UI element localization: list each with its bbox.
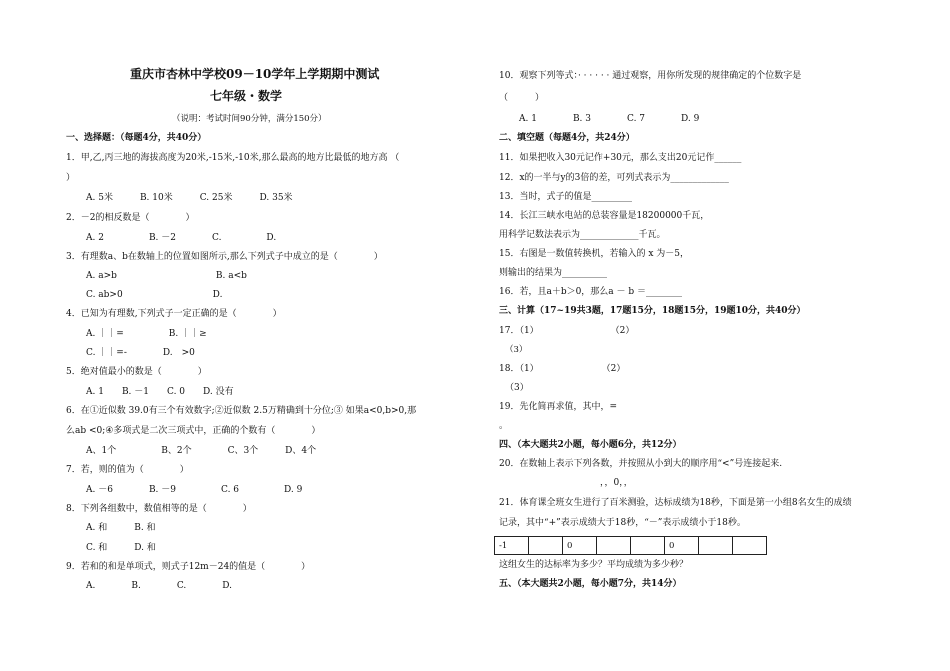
- question: 17．（1） （2）: [499, 326, 635, 336]
- section-heading: 四、（本大题共2小题，每小题6分，共12分）: [499, 440, 682, 450]
- score-table: [494, 536, 767, 555]
- question: 么ab <0;④多项式是二次三项式中，正确的个数有（ ）: [66, 426, 321, 436]
- question-options: A. B. C. D.: [86, 581, 233, 591]
- score-cell: -1: [495, 537, 529, 555]
- question: 记录，其中“+”表示成绩大于18秒，“－”表示成绩小于18秒。: [499, 518, 746, 528]
- question-options: C. ｜｜=- D. >0: [86, 348, 195, 358]
- score-cell: [699, 537, 733, 555]
- section-heading: 五、（本大题共2小题，每小题7分，共14分）: [499, 579, 682, 589]
- question: 9．若和的和是单项式，则式子12m－24的值是（ ）: [66, 562, 311, 572]
- question-options: C. 和 D. 和: [86, 543, 156, 553]
- question: 21．体育课全班女生进行了百米测验，达标成绩为18秒，下面是第一小组8名女生的成绩: [499, 498, 852, 508]
- question: 3．有理数a、b在数轴上的位置如图所示,那么下列式子中成立的是（ ）: [66, 252, 383, 262]
- score-cell: 0: [563, 537, 597, 555]
- question: 16．若，且a＋b＞0，那么a － b ＝________: [499, 287, 683, 297]
- question: 1．甲,乙,丙三地的海拔高度为20米,-15米,-10米,那么最高的地方比最低的地方高 （: [66, 153, 400, 163]
- question: 7．若，则的值为（ ）: [66, 465, 189, 475]
- question-options: A. 1 B. 3 C. 7 D. 9: [519, 114, 700, 124]
- question: 8．下列各组数中，数值相等的是（ ）: [66, 504, 252, 514]
- section-heading: 三、计算（17~19共3题，17题15分，18题15分，19题10分，共40分）: [499, 306, 806, 316]
- question: （ ）: [499, 93, 545, 103]
- question: 20．在数轴上表示下列各数，并按照从小到大的顺序用“<”号连接起来.: [499, 459, 783, 469]
- question-options: A. a>b B. a<b: [86, 271, 247, 281]
- question-options: C. ab>0 D.: [86, 290, 223, 300]
- score-cell: [597, 537, 631, 555]
- question: 则输出的结果为__________: [499, 268, 608, 278]
- question-options: A. 1 B. －1 C. 0 D. 没有: [86, 387, 234, 397]
- question: （3）: [505, 345, 528, 355]
- question: 15．右图是一数值转换机，若输入的 x 为－5，: [499, 249, 689, 259]
- question: 10．观察下列等式：· · · · · · 通过观察，用你所发现的规律确定的个位数字是: [499, 71, 802, 81]
- question-options: A、1个 B、2个 C、3个 D、4个: [86, 446, 317, 456]
- section-heading: 一、选择题：（每题4分，共40分）: [66, 133, 207, 143]
- question: ）: [66, 173, 76, 183]
- question: 19．先化简再求值，其中，=: [499, 402, 617, 412]
- score-cell: [733, 537, 767, 555]
- question: 11．如果把收入30元记作+30元，那么支出20元记作______: [499, 153, 742, 163]
- question: 6．在①近似数 39.0有三个有效数字;②近似数 2.5万精确到十分位;③ 如果a<0,b>0,那: [66, 406, 417, 416]
- score-cell: [529, 537, 563, 555]
- question: 2．－2的相反数是（ ）: [66, 213, 195, 223]
- question: 用科学记数法表示为_____________千瓦。: [499, 230, 666, 240]
- question-options: A. 和 B. 和: [86, 523, 156, 533]
- question-options: A. 5米 B. 10米 C. 25米 D. 35米: [86, 193, 293, 203]
- question: 5．绝对值最小的数是（ ）: [66, 367, 207, 377]
- question: 。: [499, 421, 509, 431]
- page-title: 重庆市杏林中学校09－10学年上学期期中测试: [130, 67, 380, 81]
- question: 12．x的一半与y的3倍的差，可列式表示为_____________: [499, 173, 729, 183]
- question: 13．当时，式子的值是_________: [499, 192, 632, 202]
- question: （3）: [505, 383, 529, 393]
- exam-note: （说明：考试时间90分钟，满分150分）: [172, 114, 327, 124]
- question: 14．长江三峡水电站的总装容量是18200000千瓦，: [499, 211, 710, 221]
- question: 18．（1） （2）: [499, 364, 626, 374]
- question-options: A. 2 B. －2 C. D.: [86, 233, 277, 243]
- question: 这组女生的达标率为多少？平均成绩为多少秒？: [499, 560, 689, 570]
- question: ，，0，，: [600, 478, 633, 488]
- question: 4．已知为有理数,下列式子一定正确的是（ ）: [66, 309, 282, 319]
- score-cell: 0: [665, 537, 699, 555]
- score-cell: [631, 537, 665, 555]
- question-options: A. －6 B. －9 C. 6 D. 9: [86, 485, 303, 495]
- section-heading: 二、填空题（每题4分，共24分）: [499, 133, 635, 143]
- question-options: A. ｜｜= B. ｜｜≥: [86, 329, 207, 339]
- page-subtitle: 七年级・数学: [210, 89, 283, 103]
